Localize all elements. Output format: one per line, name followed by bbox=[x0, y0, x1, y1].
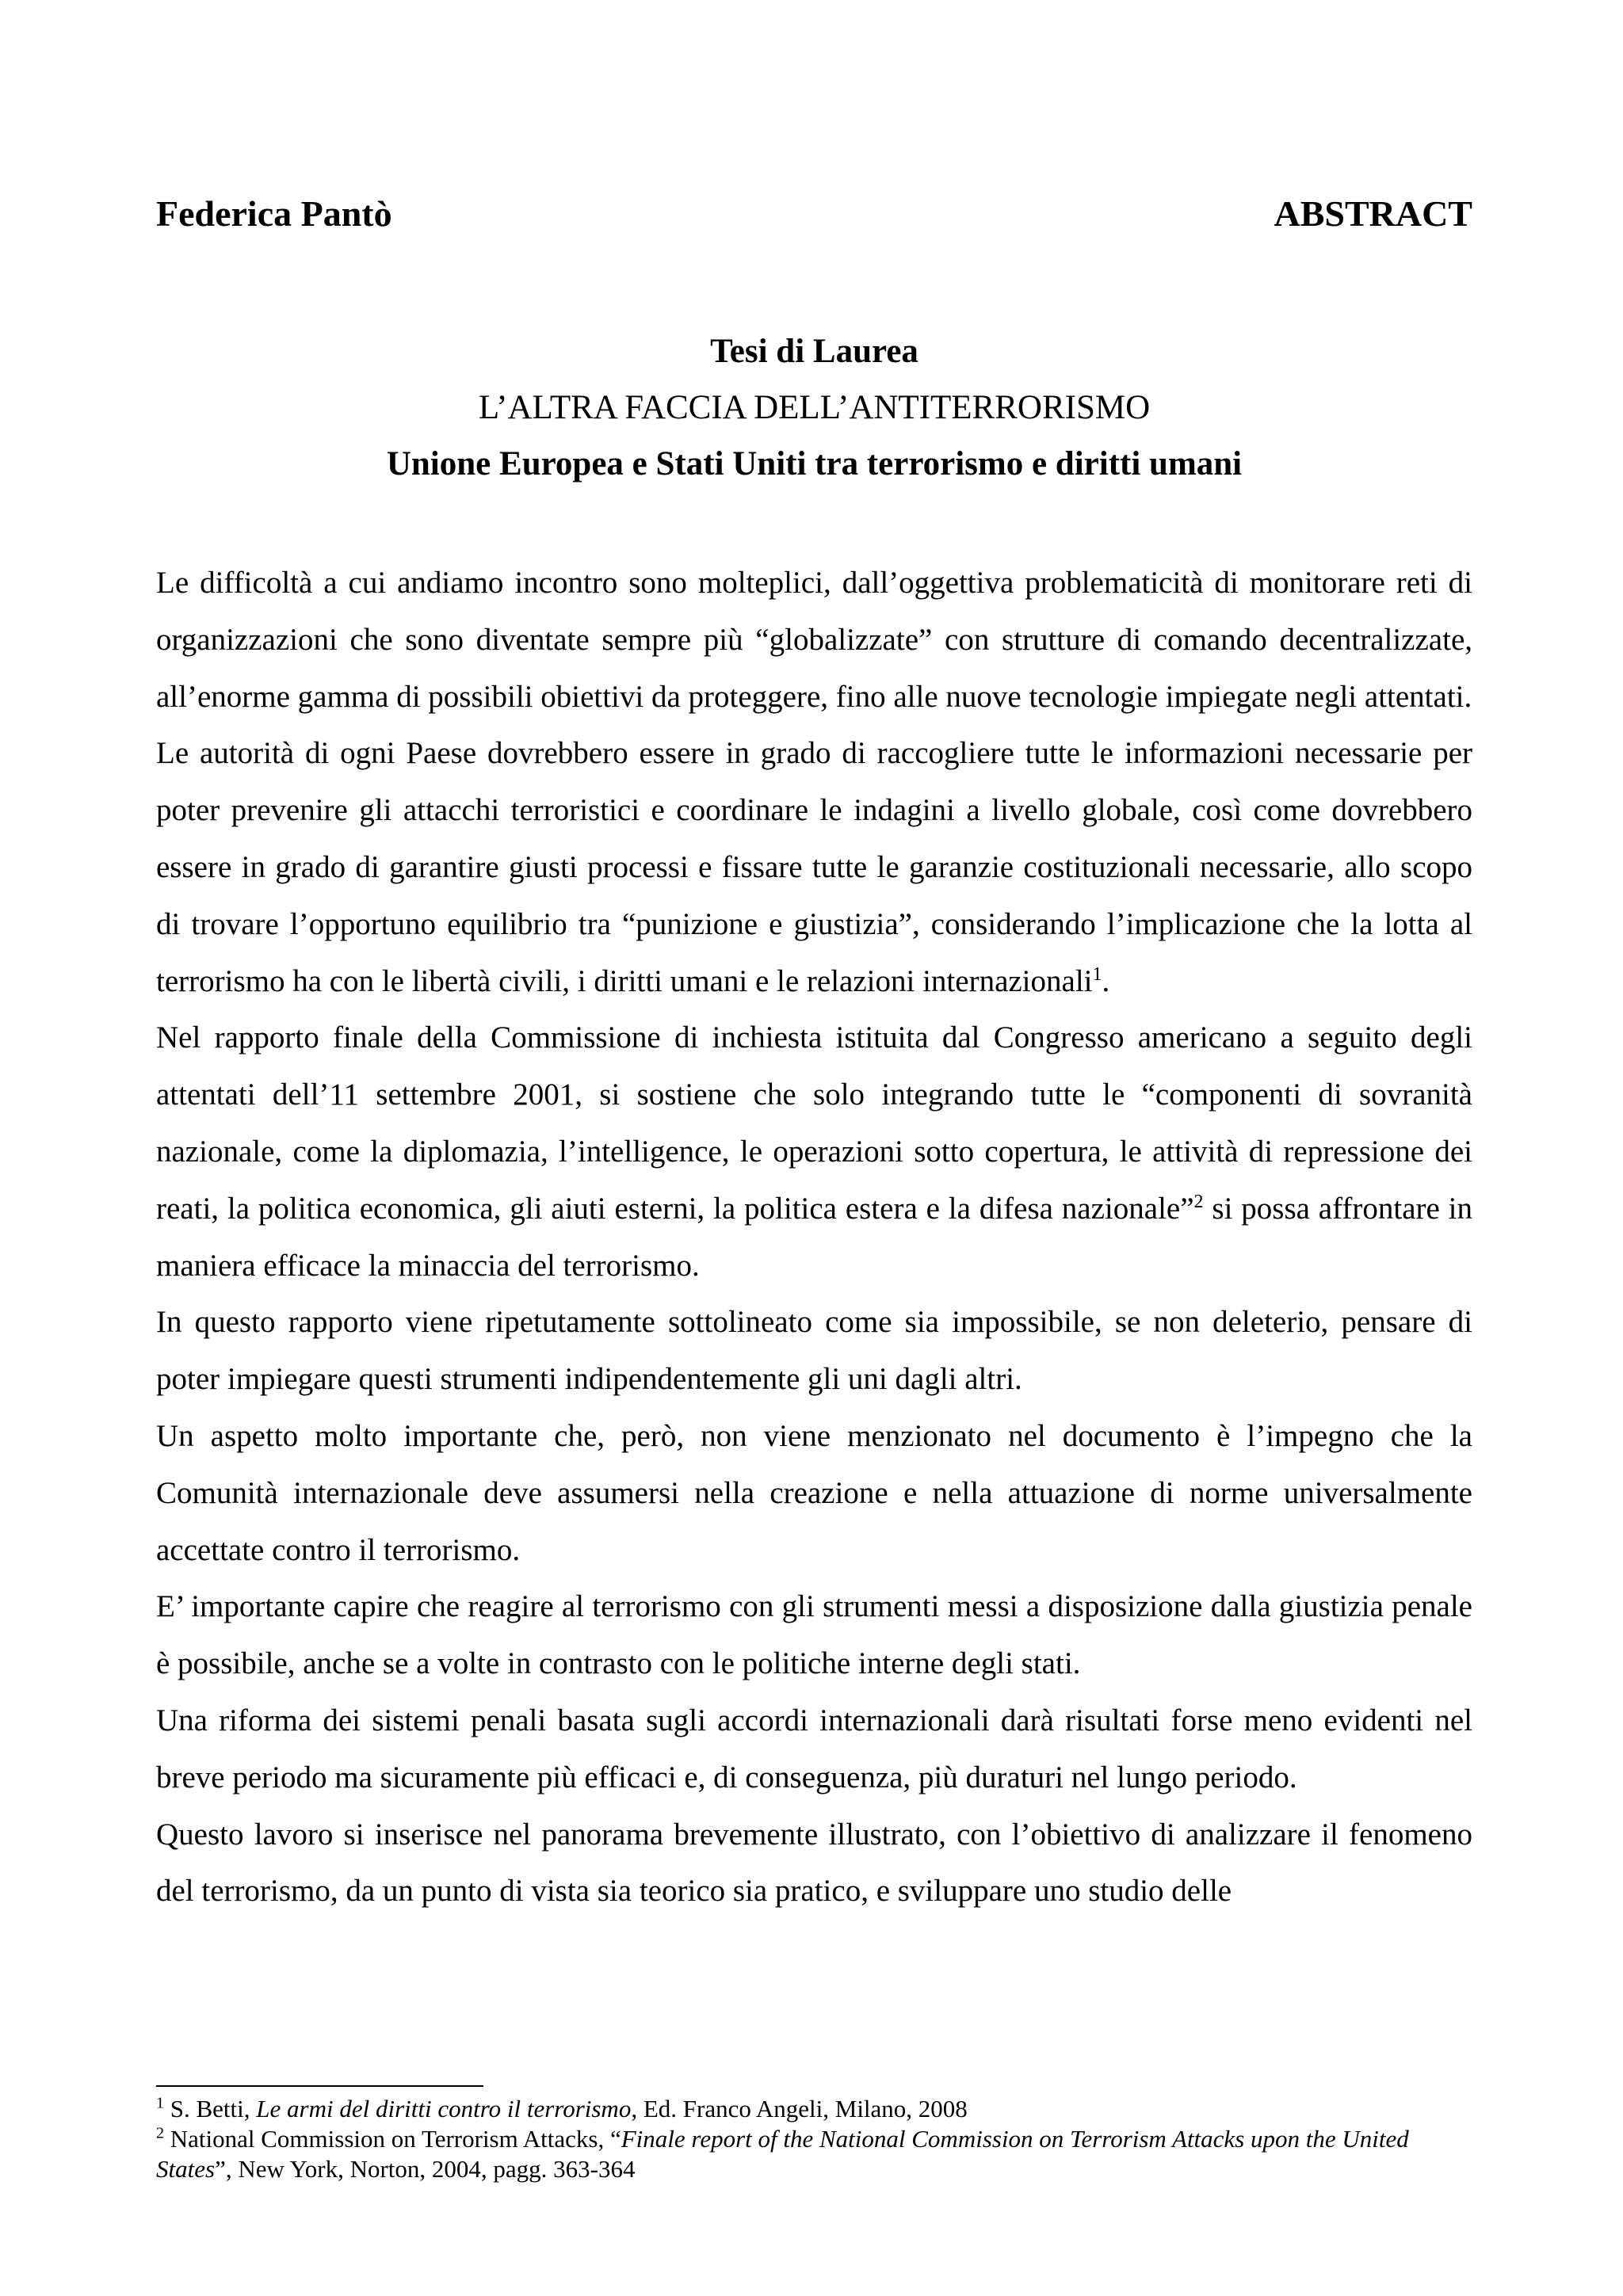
footnote-2 bbox=[156, 2124, 1472, 2184]
paragraph-5: Un aspetto molto importante che, però, non viene menzionato nel documento è l’impegno che la Comunità internazionale deve assumersi nella creazione e nella attuazione di norme universalmente accettate contro il terrorismo. bbox=[156, 1418, 1472, 1567]
footnote-2-title: Finale report of the National Commission on Terrorism Attacks upon the United States bbox=[156, 2125, 1409, 2183]
footnote-2-post: ”, New York, Norton, 2004, pagg. 363-364 bbox=[215, 2155, 636, 2183]
paragraph-3-text-a: Nel rapporto finale della Commissione di inchiesta istituita dal Congresso americano a seguito degli attentati dell’11 settembre 2001, si sostiene che solo integrando tutte le “componenti di sovranità nazionale, come la diplomazia, l’intelligence, le operazioni sotto copertura, le attività di repressione dei reati, la politica economica, gli aiuti esterni, la politica estera e la difesa nazionale” bbox=[156, 1020, 1472, 1226]
header-row bbox=[156, 190, 1472, 238]
paragraph-4: In questo rapporto viene ripetutamente sottolineato come sia impossibile, se non deleterio, pensare di poter impiegare questi strumenti indipendentemente gli uni dagli altri. bbox=[156, 1305, 1472, 1397]
paragraph-2-text: Le autorità di ogni Paese dovrebbero essere in grado di raccogliere tutte le informazioni necessarie per poter prevenire gli attacchi terroristici e coordinare le indagini a livello globale, così come dovrebbero essere in grado di garantire giusti processi e fissare tutte le garanzie costituzionali necessarie, allo scopo di trovare l’opportuno equilibrio tra “punizione e giustizia”, considerando l’implicazione che la lotta al terrorismo ha con le libertà civili, i diritti umani e le relazioni internazionali bbox=[156, 736, 1472, 998]
footnote-ref-1: 1 bbox=[1092, 963, 1102, 985]
paragraph-7: Una riforma dei sistemi penali basata sugli accordi internazionali darà risultati forse meno evidenti nel breve periodo ma sicuramente più efficaci e, di conseguenza, più duraturi nel lungo periodo. bbox=[156, 1703, 1472, 1794]
footnote-2-number: 2 bbox=[156, 2124, 164, 2142]
footnote-ref-2: 2 bbox=[1193, 1191, 1204, 1212]
footnote-1-post: , Ed. Franco Angeli, Milano, 2008 bbox=[631, 2095, 968, 2122]
footnote-1-title: Le armi del diritti contro il terrorismo bbox=[256, 2095, 632, 2122]
paragraph-1: Le difficoltà a cui andiamo incontro sono molteplici, dall’oggettiva problematicità di monitorare reti di organizzazioni che sono diventate sempre più “globalizzate” con strutture di comando decentralizzate, all’enorme gamma di possibili obiettivi da proteggere, fino alle nuove tecnologie impiegate negli attentati. bbox=[156, 566, 1472, 714]
paragraph-8: Questo lavoro si inserisce nel panorama brevemente illustrato, con l’obiettivo di analizzare il fenomeno del terrorismo, da un punto di vista sia teorico sia pratico, e sviluppare uno studio delle bbox=[156, 1817, 1472, 1909]
paragraph-3 bbox=[156, 1009, 1472, 1294]
thesis-subtitle: Unione Europea e Stati Uniti tra terrorismo e diritti umani bbox=[386, 445, 1243, 482]
footnotes bbox=[156, 2094, 1472, 2184]
author-name: Federica Pantò bbox=[156, 193, 392, 234]
footnote-2-pre: National Commission on Terrorism Attacks, “ bbox=[164, 2125, 621, 2153]
body-text bbox=[156, 555, 1472, 1920]
abstract-label: ABSTRACT bbox=[1274, 193, 1472, 234]
thesis-title: L’ALTRA FACCIA DELL’ANTITERRORISMO bbox=[478, 389, 1151, 426]
thesis-kind: Tesi di Laurea bbox=[710, 333, 918, 370]
paragraph-2 bbox=[156, 725, 1472, 1009]
paragraph-2-end: . bbox=[1102, 963, 1110, 998]
footnote-separator bbox=[156, 2085, 483, 2087]
footnote-1 bbox=[156, 2094, 1472, 2124]
footnote-1-pre: S. Betti, bbox=[164, 2095, 257, 2122]
title-block bbox=[156, 323, 1472, 492]
paragraph-3-text-b: si possa affrontare in maniera efficace la minaccia del terrorismo. bbox=[156, 1191, 1472, 1283]
paragraph-6: E’ importante capire che reagire al terrorismo con gli strumenti messi a disposizione dalla giustizia penale è possibile, anche se a volte in contrasto con le politiche interne degli stati. bbox=[156, 1589, 1472, 1681]
footnote-1-number: 1 bbox=[156, 2094, 164, 2112]
